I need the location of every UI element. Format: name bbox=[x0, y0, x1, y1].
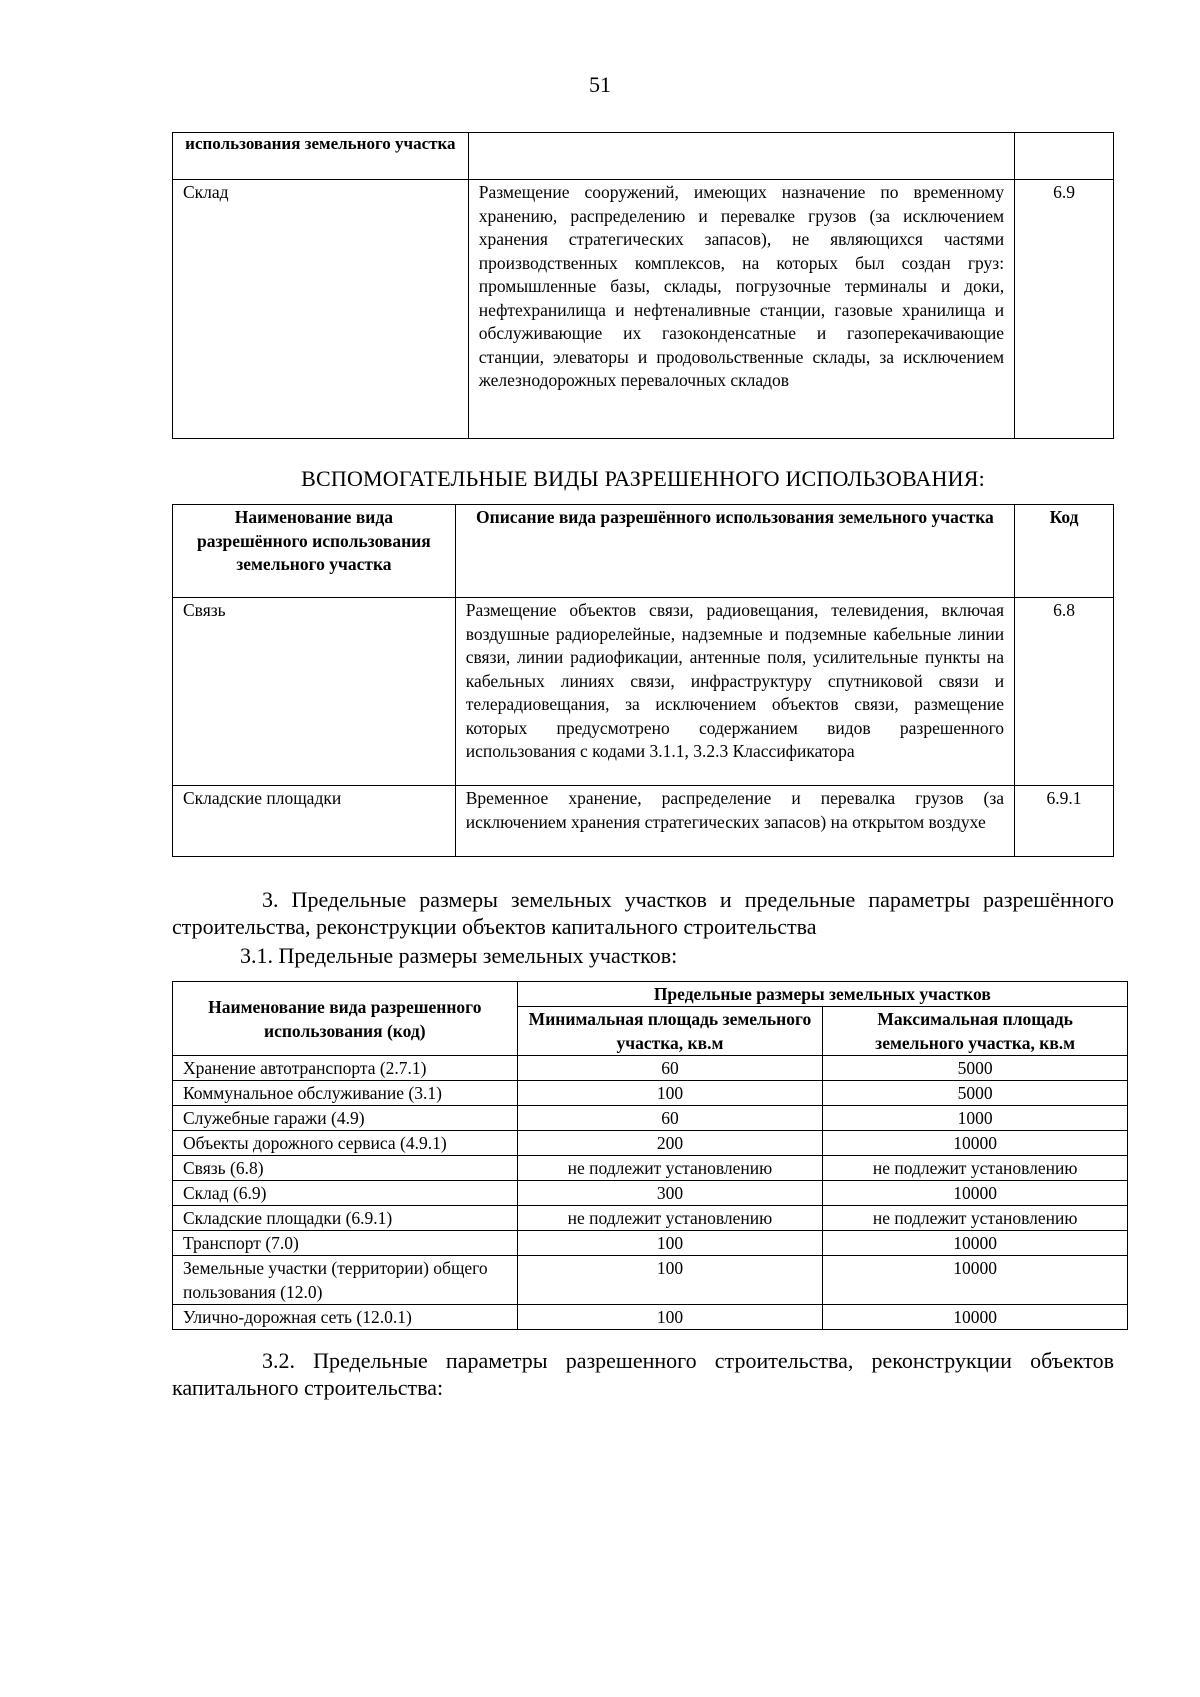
table-cell-max: не подлежит установлению bbox=[823, 1206, 1128, 1231]
table-cell-min: 200 bbox=[517, 1131, 823, 1156]
table-cell-code: 6.9 bbox=[1015, 180, 1114, 439]
table-cell-name: Складские площадки (6.9.1) bbox=[173, 1206, 518, 1231]
table-row bbox=[173, 1181, 1128, 1206]
table-cell-min: не подлежит установлению bbox=[517, 1206, 823, 1231]
table-row bbox=[173, 1056, 1128, 1081]
section-3-text: 3. Предельные размеры земельных участков и предельные параметры разрешённого строительства, реконструкции объектов капитального строительства bbox=[172, 887, 1114, 939]
table-header-name-continued: использования земельного участка bbox=[173, 133, 469, 180]
table-cell-min: 300 bbox=[517, 1181, 823, 1206]
table-cell-name: Улично-дорожная сеть (12.0.1) bbox=[173, 1305, 518, 1330]
table-cell-name: Транспорт (7.0) bbox=[173, 1231, 518, 1256]
table-header-use-type: Наименование вида разрешенного использования (код) bbox=[173, 982, 518, 1056]
section-3-1-heading: 3.1. Предельные размеры земельных участков: bbox=[240, 943, 678, 968]
table-cell-min: 100 bbox=[517, 1305, 823, 1330]
table-header-description: Описание вида разрешённого использования земельного участка bbox=[455, 505, 1014, 598]
primary-use-table-continued bbox=[172, 132, 1114, 439]
table-cell-min: 60 bbox=[517, 1056, 823, 1081]
auxiliary-uses-heading: ВСПОМОГАТЕЛЬНЫЕ ВИДЫ РАЗРЕШЕННОГО ИСПОЛЬЗОВАНИЯ: bbox=[301, 466, 985, 491]
table-row bbox=[173, 1305, 1128, 1330]
plot-size-limits-table bbox=[172, 981, 1128, 1330]
table-cell-max: 5000 bbox=[823, 1056, 1128, 1081]
table-header-name: Наименование вида разрешённого использования земельного участка bbox=[173, 505, 456, 598]
table-cell-min: 60 bbox=[517, 1106, 823, 1131]
table-row bbox=[173, 1131, 1128, 1156]
table-cell-code: 6.8 bbox=[1015, 598, 1114, 786]
table-cell-max: 10000 bbox=[823, 1231, 1128, 1256]
table-row bbox=[173, 1156, 1128, 1181]
table-cell-name: Объекты дорожного сервиса (4.9.1) bbox=[173, 1131, 518, 1156]
table-cell-description: Размещение сооружений, имеющих назначение по временному хранению, распределению и перевалке грузов (за исключением хранения стратегических запасов), не являющихся частями производственных комплексов, на которых был создан груз: промышленные базы, склады, погрузочные терминалы и доки, нефтехранилища и нефтеналивные станции, газовые хранилища и обслуживающие их газоконденсатные и газоперекачивающие станции, элеваторы и продовольственные склады, за исключением железнодорожных перевалочных складов bbox=[468, 180, 1014, 439]
table-row bbox=[173, 786, 1114, 857]
table-row bbox=[173, 1106, 1128, 1131]
table-row bbox=[173, 1206, 1128, 1231]
table-cell-min: не подлежит установлению bbox=[517, 1156, 823, 1181]
table-cell-max: не подлежит установлению bbox=[823, 1156, 1128, 1181]
table-cell-name: Связь bbox=[173, 598, 456, 786]
table-header-min-area: Минимальная площадь земельного участка, кв.м bbox=[517, 1007, 823, 1056]
table-header-max-area: Максимальная площадь земельного участка, кв.м bbox=[823, 1007, 1128, 1056]
table-cell-name: Служебные гаражи (4.9) bbox=[173, 1106, 518, 1131]
table-cell-name: Связь (6.8) bbox=[173, 1156, 518, 1181]
table-cell-description: Размещение объектов связи, радиовещания, телевидения, включая воздушные радиорелейные, надземные и подземные кабельные линии связи, линии радиофикации, антенные поля, усилительные пункты на кабельных линиях связи, инфраструктуру спутниковой связи и телерадиовещания, за исключением объектов связи, размещение которых предусмотрено содержанием видов разрешенного использования с кодами 3.1.1, 3.2.3 Классификатора bbox=[455, 598, 1014, 786]
table-row bbox=[173, 1256, 1128, 1305]
table-header-code: Код bbox=[1015, 505, 1114, 598]
table-cell-max: 10000 bbox=[823, 1305, 1128, 1330]
table-cell-max: 5000 bbox=[823, 1081, 1128, 1106]
table-header-description-empty bbox=[468, 133, 1014, 180]
table-cell-name: Склад bbox=[173, 180, 469, 439]
auxiliary-uses-table bbox=[172, 504, 1114, 857]
table-cell-name: Склад (6.9) bbox=[173, 1181, 518, 1206]
table-cell-description: Временное хранение, распределение и перевалка грузов (за исключением хранения стратегических запасов) на открытом воздухе bbox=[455, 786, 1014, 857]
table-cell-code: 6.9.1 bbox=[1015, 786, 1114, 857]
table-cell-max: 10000 bbox=[823, 1181, 1128, 1206]
table-cell-max: 10000 bbox=[823, 1131, 1128, 1156]
table-cell-min: 100 bbox=[517, 1081, 823, 1106]
table-row bbox=[173, 1231, 1128, 1256]
table-cell-min: 100 bbox=[517, 1231, 823, 1256]
section-3-paragraph bbox=[172, 886, 1114, 940]
table-cell-name: Складские площадки bbox=[173, 786, 456, 857]
table-row bbox=[173, 1081, 1128, 1106]
table-cell-name: Коммунальное обслуживание (3.1) bbox=[173, 1081, 518, 1106]
table-cell-name: Земельные участки (территории) общего пользования (12.0) bbox=[173, 1256, 518, 1305]
section-3-2-text: 3.2. Предельные параметры разрешенного строительства, реконструкции объектов капитального строительства: bbox=[172, 1348, 1114, 1400]
table-cell-min: 100 bbox=[517, 1256, 823, 1305]
page-number: 51 bbox=[589, 72, 611, 97]
table-header-code-empty bbox=[1015, 133, 1114, 180]
table-cell-max: 1000 bbox=[823, 1106, 1128, 1131]
table-cell-name: Хранение автотранспорта (2.7.1) bbox=[173, 1056, 518, 1081]
table-cell-max: 10000 bbox=[823, 1256, 1128, 1305]
table-row bbox=[173, 598, 1114, 786]
table-header-size-limits: Предельные размеры земельных участков bbox=[517, 982, 1127, 1007]
section-3-2-paragraph bbox=[172, 1347, 1114, 1401]
